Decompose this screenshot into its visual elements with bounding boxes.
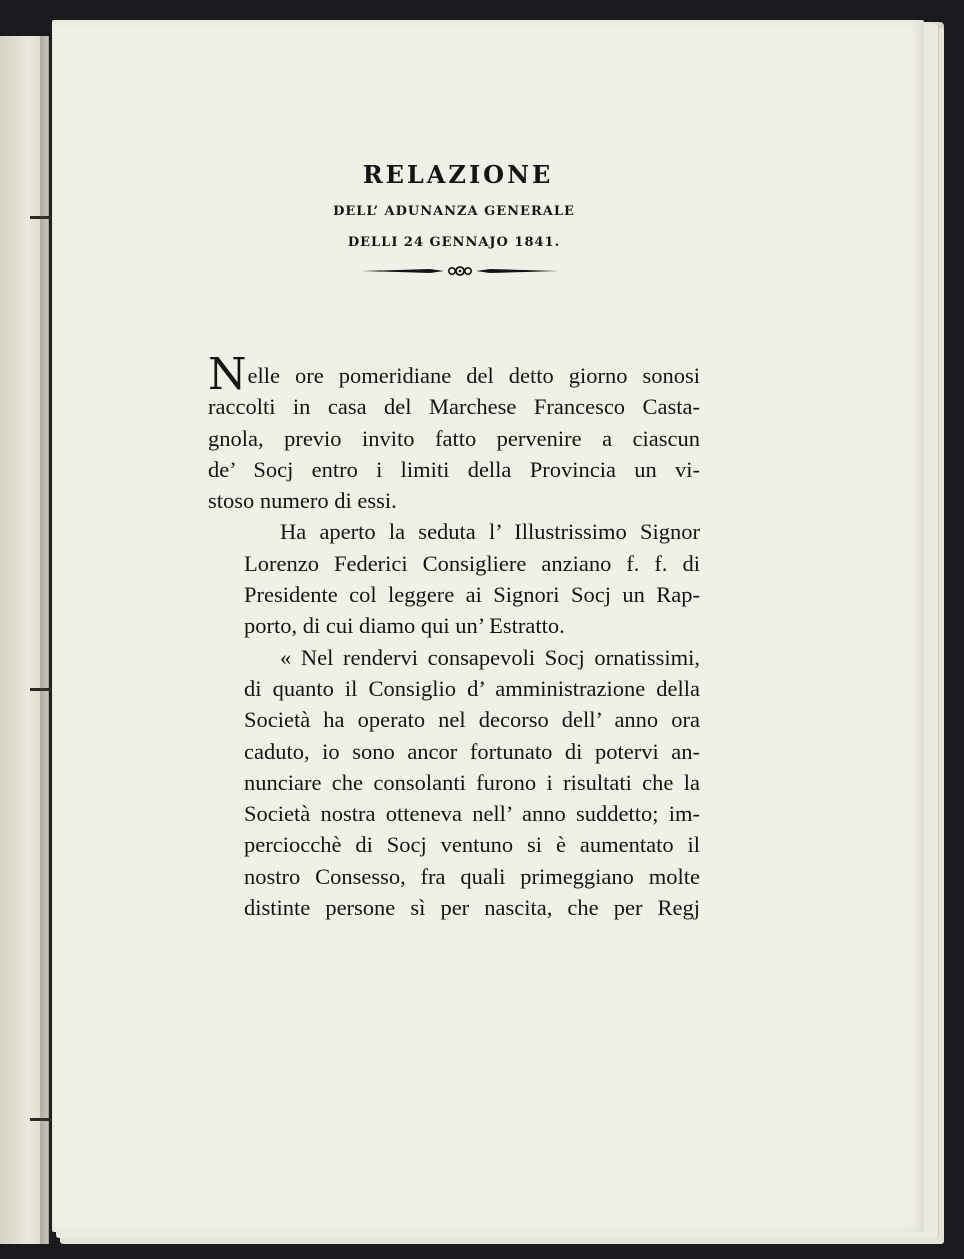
text-line: « Nel rendervi consapevoli Socj ornatissimi, — [280, 644, 700, 670]
text-line: distinte persone sì per nascita, che per Regj — [244, 895, 700, 921]
gutter-shadow — [40, 36, 54, 1244]
text-line: raccolti in casa del Marchese Francesco Casta- — [208, 394, 700, 420]
paragraph-1 — [208, 349, 700, 516]
body-text — [208, 349, 700, 923]
paragraph-3 — [208, 642, 700, 924]
text-line: stoso numero di essi. — [208, 488, 397, 514]
text-line: di quanto il Consiglio d’ amministrazione della — [244, 675, 700, 701]
ornament-divider-icon — [360, 264, 560, 278]
text-line: Presidente col leggere ai Signori Socj un Rap- — [244, 582, 700, 608]
text-line: perciocchè di Socj ventuno si è aumentato il — [244, 832, 700, 858]
document-subtitle: DELL’ ADUNANZA GENERALE — [333, 204, 575, 219]
text-line: de’ Socj entro i limiti della Provincia un vi- — [208, 456, 700, 482]
text-line: Lorenzo Federici Consigliere anziano f. f. di — [244, 550, 700, 576]
page-content — [208, 160, 700, 923]
document-title: RELAZIONE — [362, 160, 554, 189]
text-line: caduto, io sono ancor fortunato di potervi an- — [244, 738, 700, 764]
text-line: porto, di cui diamo qui un’ Estratto. — [244, 613, 565, 639]
text-line: Società ha operato nel decorso dell’ anno ora — [244, 707, 700, 733]
text-line-content: elle ore pomeridiane del detto giorno sonosi — [247, 363, 700, 388]
paragraph-2 — [208, 516, 700, 641]
text-line: Società nostra otteneva nell’ anno suddetto; im- — [244, 801, 700, 827]
text-line — [208, 349, 700, 400]
text-line: nunciare che consolanti furono i risultati che la — [244, 769, 700, 795]
text-line: gnola, previo invito fatto pervenire a ciascun — [208, 425, 700, 451]
text-line: nostro Consesso, fra quali primeggiano molte — [244, 863, 700, 889]
document-date: DELLI 24 GENNAJO 1841. — [347, 235, 561, 250]
text-line: Ha aperto la seduta l’ Illustrissimo Signor — [280, 519, 700, 545]
drop-cap: N — [208, 349, 247, 400]
